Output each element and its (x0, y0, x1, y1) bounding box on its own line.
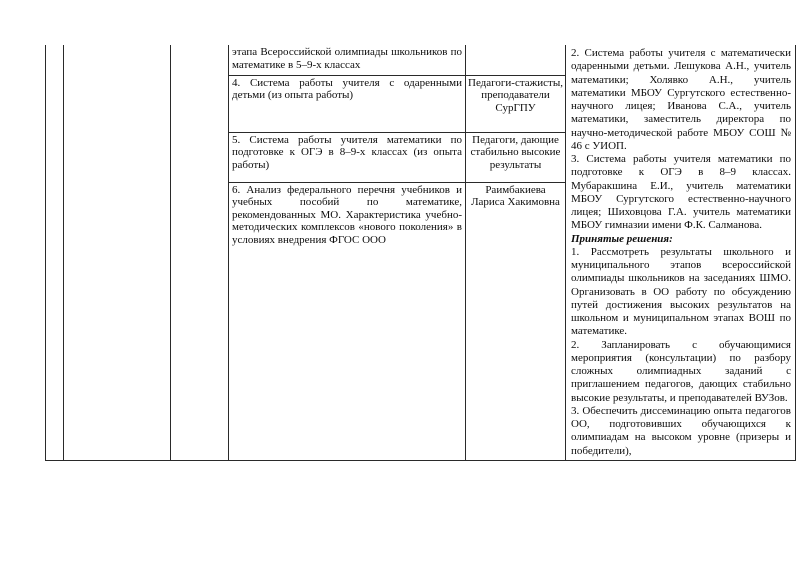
speaker-cell-item-6 (466, 182, 566, 460)
agenda-cell-item-4 (229, 75, 466, 132)
speaker-cell-empty (466, 45, 566, 75)
speaker-text: Педагоги-стажисты, преподаватели СурГПУ (468, 76, 563, 114)
decisions-cell (566, 45, 796, 460)
agenda-cell-item-5 (229, 132, 466, 182)
table-row (46, 45, 796, 75)
speaker-cell-item-5 (466, 132, 566, 182)
speaker-text: Раимбакиева Лариса Хакимовна (471, 183, 560, 209)
decisions-paragraph-speakers-3: 3. Система работы учителя математики по подготовке к ОГЭ в 8–9 классах. Мубаракшина Е.И., учитель математики МБОУ Сургутского естественно-научного лицея; Шиховцова Г.А. учитель математики МБОУ гимназии имени Ф.К. Салманова. (571, 153, 791, 232)
decision-item-3: 3. Обеспечить диссеминацию опыта педагогов ОО, подготовивших обучающихся к олимпиадам на высоком уровне (призеры и победители), (571, 404, 791, 457)
decision-item-2: 2. Запланировать с обучающимися мероприятия (консультации) по разбору сложных олимпиадных заданий с приглашением педагогов, дающих стабильно высокие результаты, и преподавателей ВУЗов. (571, 338, 791, 404)
agenda-cell-continuation (229, 45, 466, 75)
agenda-text: 4. Система работы учителя с одаренными детьми (из опыта работы) (232, 76, 462, 102)
empty-cell-3 (171, 45, 229, 460)
agenda-text: 5. Система работы учителя математики по подготовке к ОГЭ в 8–9-х классах (из опыта работы) (232, 133, 462, 171)
decision-item-1: 1. Рассмотреть результаты школьного и муниципального этапов всероссийской олимпиады школьников на заседаниях ШМО. Организовать в ОО работу по обсуждению путей достижения высоких результатов на школьном и муниципальном этапах ВОШ по математике. (571, 245, 791, 338)
agenda-cell-item-6 (229, 182, 466, 460)
speaker-text: Педагоги, дающие стабильно высокие результаты (470, 133, 561, 171)
decisions-paragraph-speakers-2: 2. Система работы учителя с математически одаренными детьми. Лешукова А.Н., учитель математики; Холявко А.Н., учитель математики МБОУ Сургутского естественно-научного лицея; Иванова С.А., учитель математики, заместитель директора по научно-методической работе МБОУ СОШ № 46 с УИОП. (571, 47, 791, 152)
empty-cell-2 (64, 45, 171, 460)
meeting-plan-table (45, 45, 796, 461)
empty-cell-1 (46, 45, 64, 460)
agenda-text: 6. Анализ федерального перечня учебников и учебных пособий по математике, рекомендованных МО. Характеристика учебно-методических комплексов «нового поколения» в условиях внедрения ФГОС ООО (232, 183, 462, 246)
speaker-cell-item-4 (466, 75, 566, 132)
agenda-text: этапа Всероссийской олимпиады школьников по математике в 5–9-х классах (232, 46, 462, 71)
decisions-heading: Принятые решения: (571, 232, 673, 245)
